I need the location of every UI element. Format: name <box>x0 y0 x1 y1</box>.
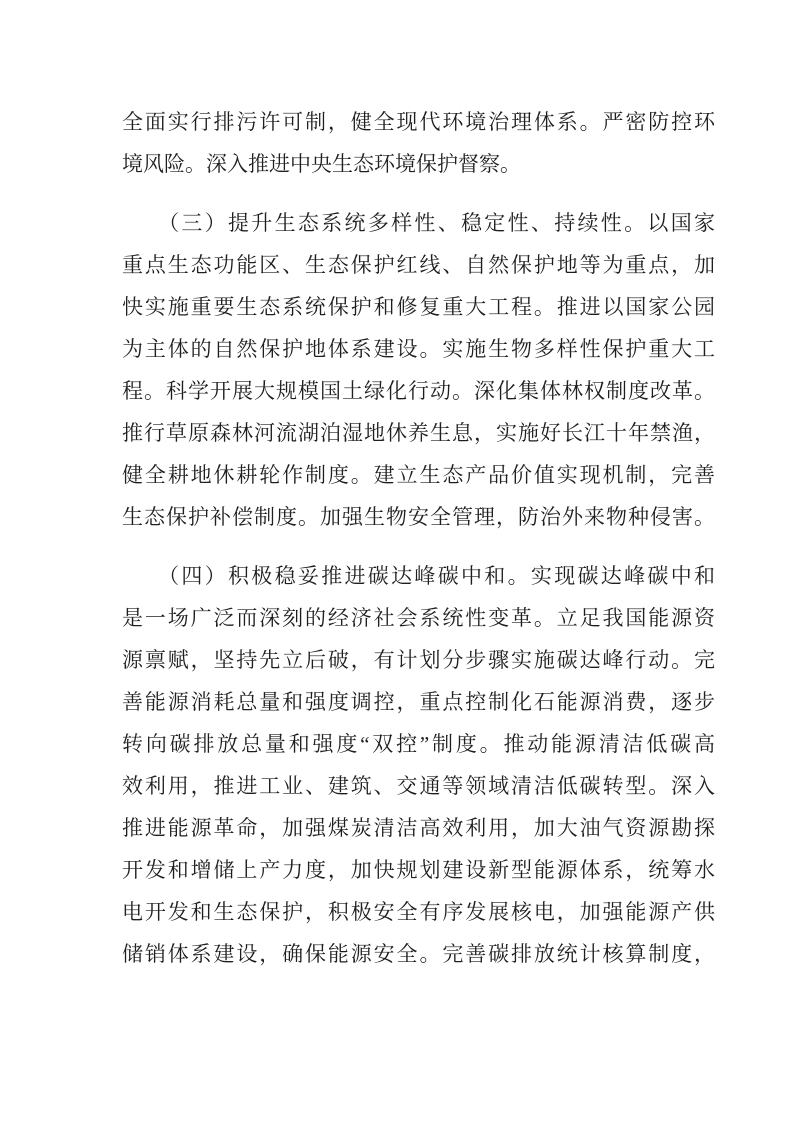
text-line: 转向碳排放总量和强度“双控”制度。推动能源清洁低碳高 <box>122 732 715 756</box>
text-line: （三）提升生态系统多样性、稳定性、持续性。以国家 <box>122 211 715 235</box>
text-line: 重点生态功能区、生态保护红线、自然保护地等为重点，加 <box>122 253 715 277</box>
document-body <box>122 101 715 975</box>
paragraph <box>122 101 715 185</box>
text-line: 效利用，推进工业、建筑、交通等领域清洁低碳转型。深入 <box>122 774 715 798</box>
paragraph <box>122 555 715 975</box>
text-line: 推进能源革命，加强煤炭清洁高效利用，加大油气资源勘探 <box>122 816 715 840</box>
text-line: 开发和增储上产力度，加快规划建设新型能源体系，统筹水 <box>122 858 715 882</box>
text-line: 为主体的自然保护地体系建设。实施生物多样性保护重大工 <box>122 337 715 361</box>
text-line: 全面实行排污许可制，健全现代环境治理体系。严密防控环 <box>122 110 715 134</box>
text-line: （四）积极稳妥推进碳达峰碳中和。实现碳达峰碳中和 <box>122 564 715 588</box>
text-line: 推行草原森林河流湖泊湿地休养生息，实施好长江十年禁渔， <box>122 421 715 445</box>
text-line: 是一场广泛而深刻的经济社会系统性变革。立足我国能源资 <box>122 606 715 630</box>
text-line: 健全耕地休耕轮作制度。建立生态产品价值实现机制，完善 <box>122 463 715 487</box>
paragraph <box>122 202 715 538</box>
text-line: 生态保护补偿制度。加强生物安全管理，防治外来物种侵害。 <box>122 505 715 529</box>
text-line: 快实施重要生态系统保护和修复重大工程。推进以国家公园 <box>122 295 715 319</box>
text-line: 源禀赋，坚持先立后破，有计划分步骤实施碳达峰行动。完 <box>122 648 715 672</box>
text-line: 境风险。深入推进中央生态环境保护督察。 <box>122 152 521 176</box>
text-line: 善能源消耗总量和强度调控，重点控制化石能源消费，逐步 <box>122 690 715 714</box>
text-line: 电开发和生态保护，积极安全有序发展核电，加强能源产供 <box>122 900 715 924</box>
text-line: 储销体系建设，确保能源安全。完善碳排放统计核算制度， <box>122 942 715 966</box>
text-line: 程。科学开展大规模国土绿化行动。深化集体林权制度改革。 <box>122 379 715 403</box>
